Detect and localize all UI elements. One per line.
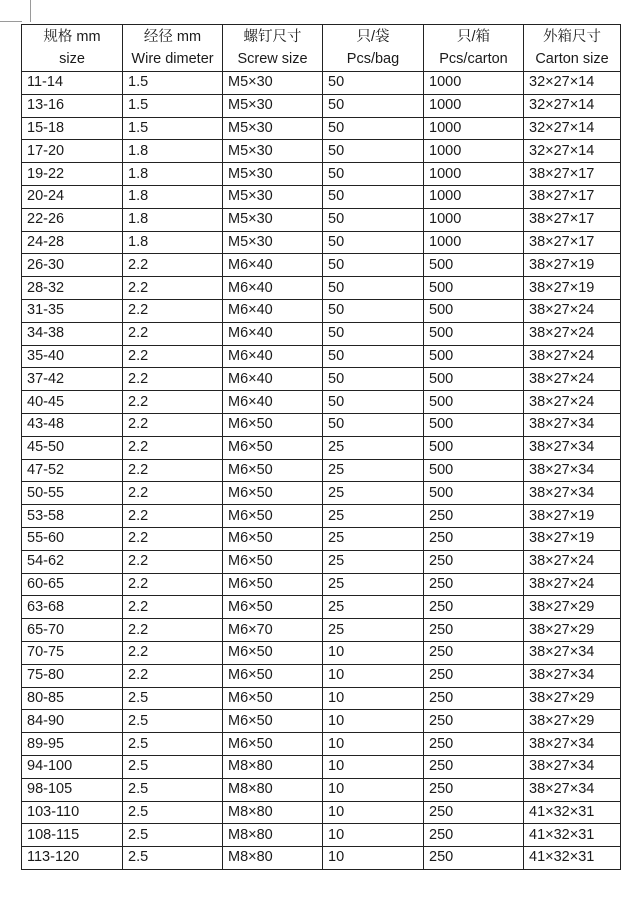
header-label-en: Pcs/bag — [346, 51, 400, 67]
cell-screw-size: M5×30 — [223, 185, 323, 208]
cell-size: 35-40 — [22, 345, 123, 368]
cell-size: 89-95 — [22, 733, 123, 756]
table-row — [22, 710, 621, 733]
cell-screw-size: M8×80 — [223, 847, 323, 870]
cell-pcs-per-bag: 50 — [323, 208, 424, 231]
cell-size: 98-105 — [22, 778, 123, 801]
cell-pcs-per-bag: 50 — [323, 391, 424, 414]
cell-size: 34-38 — [22, 322, 123, 345]
cell-pcs-per-bag: 50 — [323, 163, 424, 186]
specification-table — [21, 24, 621, 870]
cell-screw-size: M8×80 — [223, 755, 323, 778]
cell-pcs-per-bag: 50 — [323, 185, 424, 208]
cell-wire-diameter: 2.5 — [123, 710, 223, 733]
cell-pcs-per-bag: 10 — [323, 824, 424, 847]
cell-size: 65-70 — [22, 619, 123, 642]
table-body — [22, 72, 621, 870]
cell-size: 17-20 — [22, 140, 123, 163]
cell-wire-diameter: 2.5 — [123, 733, 223, 756]
cell-pcs-per-carton: 1000 — [424, 117, 524, 140]
cell-size: 26-30 — [22, 254, 123, 277]
cell-pcs-per-carton: 1000 — [424, 231, 524, 254]
cell-screw-size: M6×50 — [223, 710, 323, 733]
cell-size: 15-18 — [22, 117, 123, 140]
cell-screw-size: M6×40 — [223, 299, 323, 322]
table-row — [22, 755, 621, 778]
header-label-en: Screw size — [237, 51, 308, 67]
cell-carton-size: 38×27×19 — [524, 254, 621, 277]
cell-screw-size: M6×50 — [223, 436, 323, 459]
cell-size: 40-45 — [22, 391, 123, 414]
cell-wire-diameter: 2.2 — [123, 664, 223, 687]
cell-size: 13-16 — [22, 94, 123, 117]
cell-pcs-per-carton: 500 — [424, 254, 524, 277]
table-row — [22, 824, 621, 847]
cell-wire-diameter: 2.2 — [123, 254, 223, 277]
cell-screw-size: M5×30 — [223, 163, 323, 186]
cell-wire-diameter: 2.5 — [123, 847, 223, 870]
cell-pcs-per-carton: 250 — [424, 573, 524, 596]
header-pcs-per-carton — [424, 25, 524, 72]
cell-pcs-per-carton: 250 — [424, 664, 524, 687]
cell-size: 19-22 — [22, 163, 123, 186]
cell-size: 22-26 — [22, 208, 123, 231]
cell-screw-size: M5×30 — [223, 94, 323, 117]
cell-carton-size: 38×27×24 — [524, 368, 621, 391]
table-row — [22, 847, 621, 870]
cell-pcs-per-bag: 25 — [323, 550, 424, 573]
cell-pcs-per-bag: 50 — [323, 94, 424, 117]
table-row — [22, 619, 621, 642]
cell-size: 54-62 — [22, 550, 123, 573]
cell-pcs-per-carton: 500 — [424, 299, 524, 322]
table-row — [22, 573, 621, 596]
cell-pcs-per-carton: 500 — [424, 277, 524, 300]
cell-pcs-per-carton: 250 — [424, 505, 524, 528]
cell-pcs-per-carton: 1000 — [424, 208, 524, 231]
cell-pcs-per-bag: 50 — [323, 140, 424, 163]
cell-wire-diameter: 2.2 — [123, 573, 223, 596]
cell-pcs-per-bag: 25 — [323, 619, 424, 642]
cell-screw-size: M6×40 — [223, 322, 323, 345]
cell-wire-diameter: 2.5 — [123, 824, 223, 847]
cell-pcs-per-carton: 1000 — [424, 163, 524, 186]
cell-carton-size: 38×27×24 — [524, 322, 621, 345]
cell-size: 43-48 — [22, 413, 123, 436]
cell-size: 53-58 — [22, 505, 123, 528]
cell-carton-size: 38×27×34 — [524, 413, 621, 436]
cell-screw-size: M6×50 — [223, 505, 323, 528]
cell-pcs-per-bag: 10 — [323, 710, 424, 733]
cell-pcs-per-carton: 500 — [424, 482, 524, 505]
cell-pcs-per-carton: 250 — [424, 687, 524, 710]
cell-carton-size: 38×27×24 — [524, 573, 621, 596]
table-row — [22, 527, 621, 550]
header-screw-size — [223, 25, 323, 72]
cell-carton-size: 38×27×29 — [524, 596, 621, 619]
table-row — [22, 185, 621, 208]
cell-carton-size: 38×27×34 — [524, 641, 621, 664]
table-row — [22, 117, 621, 140]
header-label-zh: 只/袋 — [356, 29, 390, 45]
cell-wire-diameter: 1.8 — [123, 231, 223, 254]
cell-wire-diameter: 2.2 — [123, 368, 223, 391]
cell-wire-diameter: 2.5 — [123, 687, 223, 710]
cell-screw-size: M6×40 — [223, 345, 323, 368]
cell-pcs-per-bag: 50 — [323, 413, 424, 436]
cell-screw-size: M5×30 — [223, 231, 323, 254]
cell-wire-diameter: 2.2 — [123, 413, 223, 436]
cell-screw-size: M6×50 — [223, 664, 323, 687]
cell-screw-size: M6×50 — [223, 482, 323, 505]
page-corner-mark — [22, 0, 31, 22]
table-row — [22, 413, 621, 436]
cell-wire-diameter: 1.8 — [123, 208, 223, 231]
cell-screw-size: M8×80 — [223, 824, 323, 847]
cell-wire-diameter: 1.5 — [123, 94, 223, 117]
table-row — [22, 391, 621, 414]
cell-carton-size: 38×27×17 — [524, 163, 621, 186]
cell-pcs-per-carton: 500 — [424, 459, 524, 482]
cell-pcs-per-carton: 250 — [424, 710, 524, 733]
cell-wire-diameter: 2.2 — [123, 391, 223, 414]
cell-carton-size: 32×27×14 — [524, 72, 621, 95]
header-label-en: Pcs/carton — [439, 51, 508, 67]
cell-screw-size: M8×80 — [223, 801, 323, 824]
cell-pcs-per-carton: 1000 — [424, 72, 524, 95]
cell-screw-size: M6×50 — [223, 596, 323, 619]
cell-screw-size: M6×50 — [223, 459, 323, 482]
cell-size: 80-85 — [22, 687, 123, 710]
cell-pcs-per-bag: 50 — [323, 231, 424, 254]
table-row — [22, 801, 621, 824]
cell-wire-diameter: 2.5 — [123, 778, 223, 801]
table-row — [22, 664, 621, 687]
cell-wire-diameter: 2.2 — [123, 299, 223, 322]
header-label-zh: 外箱尺寸 — [543, 29, 601, 45]
table-row — [22, 299, 621, 322]
table-row — [22, 459, 621, 482]
table-row — [22, 482, 621, 505]
cell-pcs-per-bag: 25 — [323, 596, 424, 619]
cell-pcs-per-bag: 25 — [323, 527, 424, 550]
cell-size: 113-120 — [22, 847, 123, 870]
cell-pcs-per-bag: 50 — [323, 72, 424, 95]
cell-pcs-per-bag: 50 — [323, 345, 424, 368]
cell-carton-size: 38×27×29 — [524, 687, 621, 710]
header-label-zh: 螺钉尺寸 — [243, 29, 302, 45]
cell-pcs-per-bag: 50 — [323, 277, 424, 300]
cell-carton-size: 38×27×17 — [524, 208, 621, 231]
table-row — [22, 231, 621, 254]
cell-pcs-per-carton: 500 — [424, 322, 524, 345]
cell-pcs-per-bag: 10 — [323, 801, 424, 824]
cell-pcs-per-carton: 250 — [424, 550, 524, 573]
cell-pcs-per-bag: 50 — [323, 322, 424, 345]
cell-pcs-per-bag: 10 — [323, 778, 424, 801]
table-row — [22, 550, 621, 573]
cell-size: 84-90 — [22, 710, 123, 733]
cell-carton-size: 32×27×14 — [524, 94, 621, 117]
table-row — [22, 163, 621, 186]
cell-screw-size: M6×50 — [223, 687, 323, 710]
cell-carton-size: 41×32×31 — [524, 801, 621, 824]
cell-wire-diameter: 1.8 — [123, 163, 223, 186]
cell-size: 94-100 — [22, 755, 123, 778]
cell-pcs-per-carton: 250 — [424, 733, 524, 756]
cell-size: 24-28 — [22, 231, 123, 254]
cell-pcs-per-bag: 50 — [323, 254, 424, 277]
cell-wire-diameter: 1.5 — [123, 117, 223, 140]
cell-pcs-per-carton: 250 — [424, 824, 524, 847]
table-row — [22, 436, 621, 459]
cell-size: 28-32 — [22, 277, 123, 300]
cell-carton-size: 38×27×34 — [524, 459, 621, 482]
cell-wire-diameter: 2.2 — [123, 436, 223, 459]
cell-carton-size: 38×27×24 — [524, 345, 621, 368]
cell-pcs-per-bag: 25 — [323, 436, 424, 459]
table-row — [22, 254, 621, 277]
cell-carton-size: 38×27×29 — [524, 710, 621, 733]
cell-carton-size: 38×27×34 — [524, 733, 621, 756]
header-pcs-per-bag — [323, 25, 424, 72]
cell-pcs-per-carton: 250 — [424, 527, 524, 550]
cell-pcs-per-carton: 500 — [424, 436, 524, 459]
cell-screw-size: M6×50 — [223, 413, 323, 436]
table-row — [22, 596, 621, 619]
cell-wire-diameter: 1.8 — [123, 140, 223, 163]
cell-size: 108-115 — [22, 824, 123, 847]
header-wire-diameter — [123, 25, 223, 72]
cell-wire-diameter: 1.5 — [123, 72, 223, 95]
cell-pcs-per-carton: 250 — [424, 778, 524, 801]
cell-wire-diameter: 1.8 — [123, 185, 223, 208]
cell-pcs-per-carton: 1000 — [424, 140, 524, 163]
cell-size: 50-55 — [22, 482, 123, 505]
cell-screw-size: M6×40 — [223, 391, 323, 414]
cell-pcs-per-carton: 500 — [424, 368, 524, 391]
cell-carton-size: 41×32×31 — [524, 824, 621, 847]
cell-wire-diameter: 2.2 — [123, 641, 223, 664]
table-row — [22, 641, 621, 664]
cell-wire-diameter: 2.2 — [123, 527, 223, 550]
table-row — [22, 140, 621, 163]
cell-carton-size: 38×27×19 — [524, 505, 621, 528]
cell-pcs-per-bag: 10 — [323, 847, 424, 870]
cell-carton-size: 38×27×24 — [524, 299, 621, 322]
cell-wire-diameter: 2.2 — [123, 550, 223, 573]
cell-screw-size: M6×50 — [223, 527, 323, 550]
header-label-zh: 规格 mm — [43, 29, 101, 45]
cell-carton-size: 38×27×29 — [524, 619, 621, 642]
header-label-en: Carton size — [535, 51, 609, 67]
cell-wire-diameter: 2.2 — [123, 596, 223, 619]
cell-pcs-per-bag: 25 — [323, 505, 424, 528]
table-header-row — [22, 25, 621, 72]
cell-wire-diameter: 2.2 — [123, 619, 223, 642]
cell-screw-size: M6×50 — [223, 573, 323, 596]
header-label-en: size — [59, 51, 85, 67]
cell-screw-size: M6×40 — [223, 254, 323, 277]
page-corner-mark-horizontal — [0, 21, 22, 22]
cell-carton-size: 32×27×14 — [524, 140, 621, 163]
cell-pcs-per-bag: 10 — [323, 733, 424, 756]
table-row — [22, 72, 621, 95]
cell-wire-diameter: 2.5 — [123, 755, 223, 778]
cell-pcs-per-carton: 250 — [424, 755, 524, 778]
header-label-zh: 只/箱 — [456, 29, 491, 45]
cell-pcs-per-bag: 10 — [323, 687, 424, 710]
cell-wire-diameter: 2.2 — [123, 345, 223, 368]
cell-wire-diameter: 2.2 — [123, 505, 223, 528]
table-row — [22, 505, 621, 528]
cell-screw-size: M5×30 — [223, 208, 323, 231]
cell-pcs-per-carton: 500 — [424, 345, 524, 368]
cell-wire-diameter: 2.5 — [123, 801, 223, 824]
cell-screw-size: M5×30 — [223, 140, 323, 163]
cell-carton-size: 38×27×34 — [524, 482, 621, 505]
cell-screw-size: M6×50 — [223, 733, 323, 756]
cell-size: 37-42 — [22, 368, 123, 391]
cell-pcs-per-bag: 10 — [323, 755, 424, 778]
cell-pcs-per-carton: 250 — [424, 847, 524, 870]
cell-size: 75-80 — [22, 664, 123, 687]
cell-size: 103-110 — [22, 801, 123, 824]
cell-pcs-per-carton: 250 — [424, 801, 524, 824]
cell-pcs-per-bag: 50 — [323, 117, 424, 140]
table-row — [22, 322, 621, 345]
cell-screw-size: M6×40 — [223, 368, 323, 391]
cell-carton-size: 38×27×24 — [524, 391, 621, 414]
cell-pcs-per-carton: 500 — [424, 413, 524, 436]
cell-pcs-per-carton: 250 — [424, 596, 524, 619]
cell-size: 20-24 — [22, 185, 123, 208]
table-row — [22, 368, 621, 391]
cell-size: 31-35 — [22, 299, 123, 322]
cell-screw-size: M8×80 — [223, 778, 323, 801]
table-row — [22, 345, 621, 368]
cell-wire-diameter: 2.2 — [123, 459, 223, 482]
cell-carton-size: 32×27×14 — [524, 117, 621, 140]
header-label-zh: 经径 mm — [143, 29, 202, 45]
cell-pcs-per-bag: 25 — [323, 459, 424, 482]
header-label-en: Wire dimeter — [131, 51, 214, 67]
header-size — [22, 25, 123, 72]
cell-wire-diameter: 2.2 — [123, 482, 223, 505]
cell-carton-size: 38×27×34 — [524, 755, 621, 778]
cell-pcs-per-carton: 1000 — [424, 185, 524, 208]
table-row — [22, 94, 621, 117]
cell-pcs-per-bag: 10 — [323, 641, 424, 664]
table-row — [22, 277, 621, 300]
cell-size: 45-50 — [22, 436, 123, 459]
table-row — [22, 687, 621, 710]
cell-pcs-per-bag: 50 — [323, 299, 424, 322]
cell-pcs-per-bag: 50 — [323, 368, 424, 391]
cell-screw-size: M6×50 — [223, 641, 323, 664]
cell-screw-size: M6×40 — [223, 277, 323, 300]
cell-carton-size: 38×27×19 — [524, 277, 621, 300]
cell-screw-size: M6×50 — [223, 550, 323, 573]
cell-carton-size: 38×27×34 — [524, 664, 621, 687]
cell-size: 47-52 — [22, 459, 123, 482]
cell-wire-diameter: 2.2 — [123, 322, 223, 345]
cell-carton-size: 38×27×24 — [524, 550, 621, 573]
table-row — [22, 733, 621, 756]
cell-size: 60-65 — [22, 573, 123, 596]
cell-size: 11-14 — [22, 72, 123, 95]
cell-pcs-per-carton: 1000 — [424, 94, 524, 117]
cell-screw-size: M6×70 — [223, 619, 323, 642]
cell-carton-size: 41×32×31 — [524, 847, 621, 870]
cell-size: 55-60 — [22, 527, 123, 550]
cell-size: 63-68 — [22, 596, 123, 619]
cell-screw-size: M5×30 — [223, 72, 323, 95]
cell-size: 70-75 — [22, 641, 123, 664]
cell-pcs-per-carton: 500 — [424, 391, 524, 414]
cell-pcs-per-carton: 250 — [424, 641, 524, 664]
cell-carton-size: 38×27×17 — [524, 185, 621, 208]
table-row — [22, 208, 621, 231]
cell-carton-size: 38×27×19 — [524, 527, 621, 550]
cell-pcs-per-carton: 250 — [424, 619, 524, 642]
cell-wire-diameter: 2.2 — [123, 277, 223, 300]
cell-carton-size: 38×27×34 — [524, 436, 621, 459]
header-carton-size — [524, 25, 621, 72]
table-row — [22, 778, 621, 801]
cell-carton-size: 38×27×17 — [524, 231, 621, 254]
cell-pcs-per-bag: 25 — [323, 482, 424, 505]
cell-carton-size: 38×27×34 — [524, 778, 621, 801]
cell-pcs-per-bag: 25 — [323, 573, 424, 596]
cell-pcs-per-bag: 10 — [323, 664, 424, 687]
cell-screw-size: M5×30 — [223, 117, 323, 140]
